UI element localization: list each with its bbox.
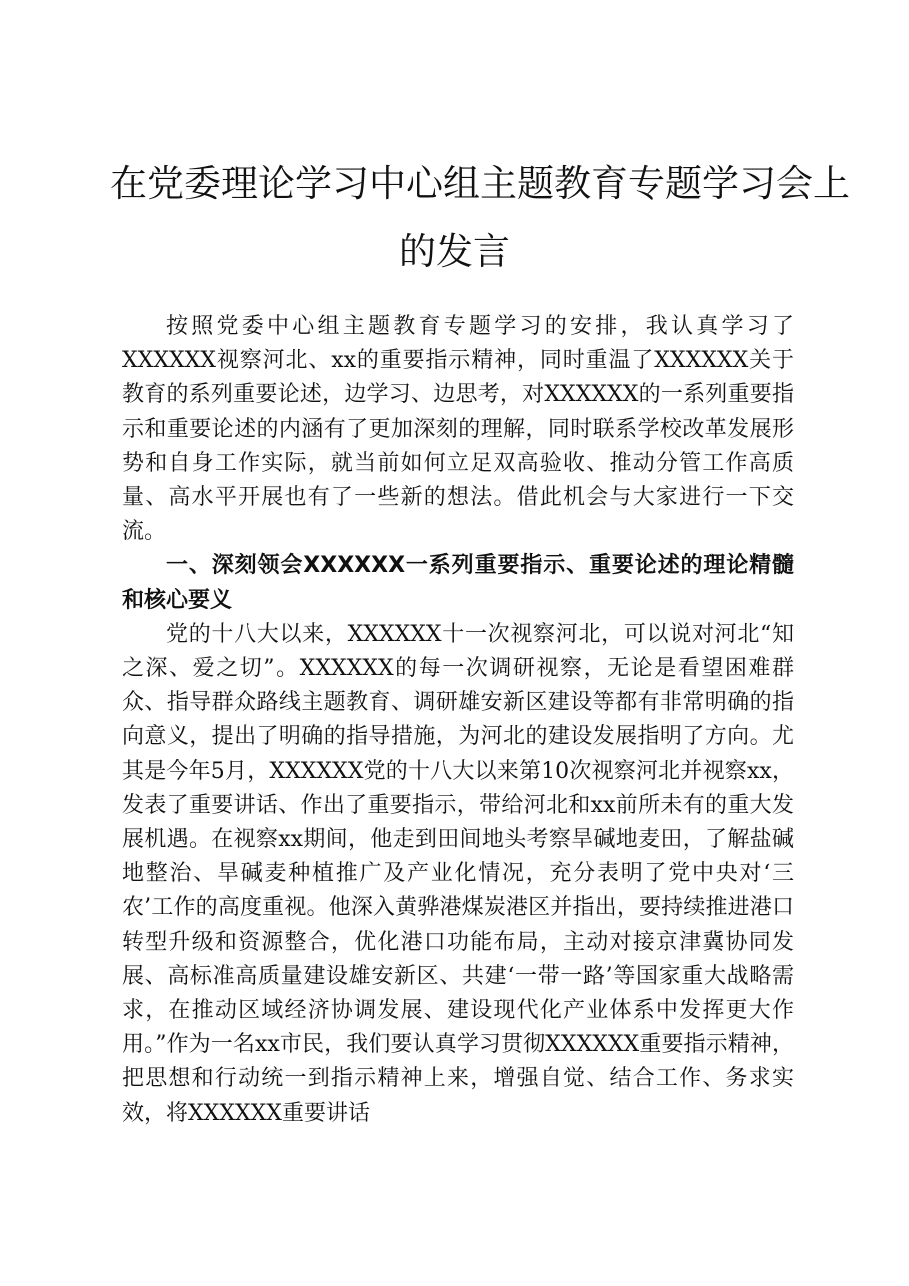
section-heading: 一、深刻领会XXXXXX一系列重要指示、重要论述的理论精髓和核心要义 — [122, 553, 794, 613]
document-title-line-2: 的发言 — [399, 230, 510, 273]
body-paragraph: 党的十八大以来，XXXXXX十一次视察河北，可以说对河北“知之深、爱之切”。XXXXXX的每一次调研视察，无论是看望困难群众、指导群众路线主题教育、调研雄安新区建设等都有非常明确的指向意义，提出了明确的指导措施，为河北的建设发展指明了方向。尤其是今年5月，XXXXXX党的十八大以来第10次视察河北并视察xx，发表了重要讲话、作出了重要指示，带给河北和xx前所未有的重大发展机遇。在视察xx期间，他走到田间地头考察旱碱地麦田，了解盐碱地整治、旱碱麦种植推广及产业化情况，充分表明了党中央对‘三农’工作的高度重视。他深入黄骅港煤炭港区并指出，要持续推进港口转型升级和资源整合，优化港口功能布局，主动对接京津冀协同发展、高标准高质量建设雄安新区、共建‘一带一路’等国家重大战略需求，在推动区域经济协调发展、建设现代化产业体系中发挥更大作用。”作为一名xx市民，我们要认真学习贯彻XXXXXX重要指示精神，把思想和行动统一到指示精神上来，增强自觉、结合工作、务求实效，将XXXXXX重要讲话 — [122, 621, 794, 1126]
intro-paragraph: 按照党委中心组主题教育专题学习的安排，我认真学习了XXXXXX视察河北、xx的重要指示精神，同时重温了XXXXXX关于教育的系列重要论述，边学习、边思考，对XXXXXX的一系列重要指示和重要论述的内涵有了更加深刻的理解，同时联系学校改革发展形势和自身工作实际，就当前如何立足双高验收、推动分管工作高质量、高水平开展也有了一些新的想法。借此机会与大家进行一下交流。 — [122, 314, 794, 545]
document-title-line-1: 在党委理论学习中心组主题教育专题学习会上 — [110, 162, 850, 205]
document-body — [122, 310, 794, 1131]
